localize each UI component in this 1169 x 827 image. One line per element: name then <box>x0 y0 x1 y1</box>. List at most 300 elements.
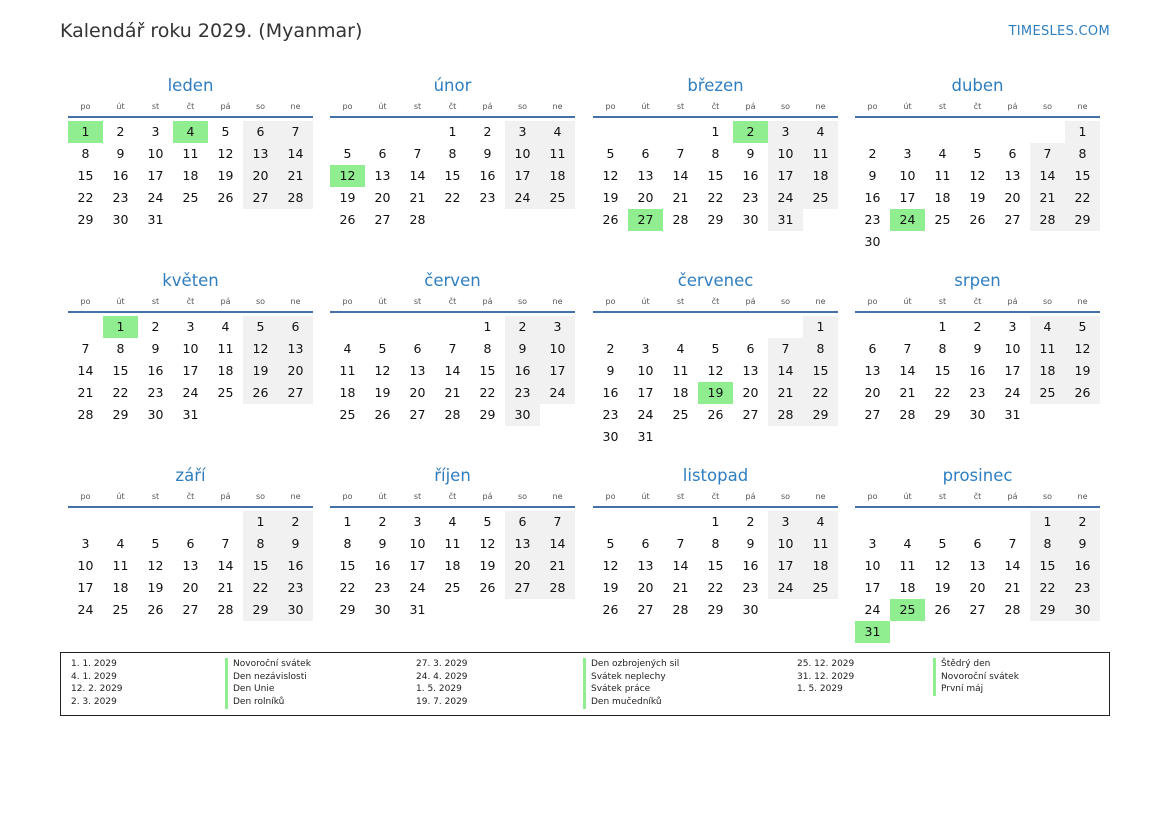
day-cell: 29 <box>707 602 724 617</box>
day-cell: 8 <box>116 341 125 356</box>
day-cell: 7 <box>1030 143 1065 165</box>
empty-cell <box>173 511 208 533</box>
day-cell: 15 <box>479 363 496 378</box>
day-cell: 18 <box>672 385 689 400</box>
weekday-label: čt <box>711 102 720 111</box>
day-cell: 16 <box>505 360 540 382</box>
month-name: květen <box>162 271 219 290</box>
day-cell: 18 <box>803 555 838 577</box>
holiday-day-cell: 25 <box>890 599 925 621</box>
day-cell: 13 <box>409 363 426 378</box>
holiday-day-cell: 4 <box>173 121 208 143</box>
day-cell: 11 <box>217 341 234 356</box>
day-cell: 24 <box>768 187 803 209</box>
empty-cell <box>855 316 890 338</box>
day-cell: 3 <box>505 121 540 143</box>
weekday-label: út <box>116 297 125 306</box>
day-cell: 4 <box>343 341 352 356</box>
day-cell: 14 <box>672 558 689 573</box>
day-cell: 8 <box>483 341 492 356</box>
day-cell: 4 <box>221 319 230 334</box>
day-cell: 22 <box>77 190 94 205</box>
weekday-label: čt <box>973 297 982 306</box>
day-cell: 19 <box>969 190 986 205</box>
holiday-day-cell: 1 <box>68 121 103 143</box>
day-cell: 27 <box>1004 212 1021 227</box>
month-10 <box>330 465 575 621</box>
weekday-label: st <box>676 102 685 111</box>
day-cell: 2 <box>1065 511 1100 533</box>
day-cell: 6 <box>641 146 650 161</box>
day-cell: 9 <box>1065 533 1100 555</box>
day-cell: 5 <box>938 536 947 551</box>
weekday-label: st <box>413 297 422 306</box>
weekday-header <box>68 100 313 118</box>
day-cell: 7 <box>540 511 575 533</box>
day-cell: 14 <box>672 168 689 183</box>
day-cell: 30 <box>864 234 881 249</box>
weekday-label: pá <box>220 492 231 501</box>
day-cell: 19 <box>479 558 496 573</box>
day-cell: 5 <box>711 341 720 356</box>
day-cell: 31 <box>182 407 199 422</box>
day-cell: 9 <box>505 338 540 360</box>
empty-cell <box>995 121 1030 143</box>
day-cell: 16 <box>112 168 129 183</box>
day-cell: 26 <box>1065 382 1100 404</box>
day-cell: 18 <box>1030 360 1065 382</box>
day-cell: 2 <box>151 319 160 334</box>
day-cell: 27 <box>505 577 540 599</box>
day-cell: 6 <box>1008 146 1017 161</box>
day-cell: 20 <box>409 385 426 400</box>
month-name: listopad <box>682 466 749 485</box>
day-cell: 28 <box>1030 209 1065 231</box>
day-cell: 28 <box>899 407 916 422</box>
legend-holiday-name: Svátek práce <box>583 683 679 696</box>
day-grid <box>330 511 575 621</box>
weekday-label: pá <box>745 492 756 501</box>
legend-holiday-name: Novoroční svátek <box>933 671 1019 684</box>
day-cell: 10 <box>768 143 803 165</box>
day-cell: 9 <box>378 536 387 551</box>
weekday-label: út <box>641 102 650 111</box>
day-cell: 6 <box>243 121 278 143</box>
day-grid <box>330 316 575 426</box>
day-cell: 11 <box>182 146 199 161</box>
weekday-label: po <box>342 297 353 306</box>
day-cell: 11 <box>803 143 838 165</box>
empty-cell <box>925 121 960 143</box>
day-cell: 6 <box>505 511 540 533</box>
day-cell: 12 <box>479 536 496 551</box>
weekday-label: ne <box>290 492 301 501</box>
day-cell: 20 <box>505 555 540 577</box>
day-cell: 26 <box>707 407 724 422</box>
day-cell: 5 <box>483 514 492 529</box>
day-cell: 17 <box>768 555 803 577</box>
day-cell: 6 <box>186 536 195 551</box>
day-cell: 19 <box>217 168 234 183</box>
day-cell: 13 <box>637 558 654 573</box>
day-cell: 30 <box>1065 599 1100 621</box>
day-cell: 18 <box>444 558 461 573</box>
day-cell: 13 <box>864 363 881 378</box>
empty-cell <box>365 316 400 338</box>
day-cell: 25 <box>444 580 461 595</box>
weekday-label: po <box>867 492 878 501</box>
day-cell: 6 <box>868 341 877 356</box>
day-cell: 8 <box>343 536 352 551</box>
day-cell: 25 <box>1030 382 1065 404</box>
weekday-label: so <box>780 102 791 111</box>
day-cell: 4 <box>938 146 947 161</box>
day-cell: 21 <box>278 165 313 187</box>
day-cell: 27 <box>864 407 881 422</box>
weekday-label: ne <box>290 102 301 111</box>
day-cell: 24 <box>77 602 94 617</box>
day-cell: 16 <box>969 363 986 378</box>
day-cell: 10 <box>864 558 881 573</box>
day-cell: 22 <box>1065 187 1100 209</box>
month-name: září <box>175 466 206 485</box>
day-cell: 13 <box>969 558 986 573</box>
day-cell: 30 <box>505 404 540 426</box>
empty-cell <box>890 316 925 338</box>
weekday-label: čt <box>711 297 720 306</box>
day-cell: 6 <box>413 341 422 356</box>
day-cell: 27 <box>182 602 199 617</box>
day-cell: 7 <box>81 341 90 356</box>
day-cell: 2 <box>278 511 313 533</box>
day-cell: 13 <box>505 533 540 555</box>
day-cell: 10 <box>637 363 654 378</box>
day-cell: 25 <box>803 187 838 209</box>
day-cell: 14 <box>768 360 803 382</box>
day-cell: 25 <box>540 187 575 209</box>
weekday-label: st <box>151 297 160 306</box>
holiday-legend <box>60 652 1110 716</box>
day-cell: 26 <box>479 580 496 595</box>
day-cell: 3 <box>540 316 575 338</box>
day-cell: 17 <box>540 360 575 382</box>
day-cell: 6 <box>641 536 650 551</box>
day-cell: 29 <box>479 407 496 422</box>
day-cell: 23 <box>742 190 759 205</box>
day-cell: 15 <box>1065 165 1100 187</box>
day-cell: 24 <box>768 577 803 599</box>
day-cell: 8 <box>803 338 838 360</box>
day-cell: 16 <box>742 558 759 573</box>
month-4 <box>855 75 1100 253</box>
month-7 <box>593 270 838 448</box>
legend-col-1-dates <box>71 658 123 709</box>
day-cell: 1 <box>711 124 720 139</box>
day-cell: 25 <box>339 407 356 422</box>
month-1 <box>68 75 313 231</box>
day-cell: 8 <box>448 146 457 161</box>
weekday-label: čt <box>186 102 195 111</box>
weekday-label: ne <box>815 102 826 111</box>
weekday-header <box>68 490 313 508</box>
day-cell: 27 <box>243 187 278 209</box>
day-cell: 14 <box>540 533 575 555</box>
day-cell: 26 <box>602 212 619 227</box>
month-name: leden <box>167 76 214 95</box>
day-cell: 3 <box>186 319 195 334</box>
weekday-label: so <box>517 102 528 111</box>
day-cell: 9 <box>746 536 755 551</box>
day-cell: 31 <box>1004 407 1021 422</box>
day-cell: 1 <box>1065 121 1100 143</box>
legend-holiday-name: Den mučedníků <box>583 696 679 709</box>
day-grid <box>593 316 838 448</box>
day-cell: 23 <box>278 577 313 599</box>
weekday-label: so <box>255 102 266 111</box>
weekday-label: pá <box>745 102 756 111</box>
day-cell: 13 <box>182 558 199 573</box>
empty-cell <box>103 511 138 533</box>
day-cell: 12 <box>374 363 391 378</box>
day-cell: 2 <box>483 124 492 139</box>
weekday-label: čt <box>448 492 457 501</box>
day-cell: 19 <box>243 360 278 382</box>
day-cell: 11 <box>899 558 916 573</box>
weekday-label: pá <box>1007 102 1018 111</box>
day-cell: 21 <box>768 382 803 404</box>
weekday-label: po <box>80 102 91 111</box>
empty-cell <box>663 316 698 338</box>
day-cell: 9 <box>868 168 877 183</box>
day-cell: 26 <box>602 602 619 617</box>
empty-cell <box>733 316 768 338</box>
month-name: duben <box>951 76 1004 95</box>
day-cell: 22 <box>479 385 496 400</box>
weekday-label: ne <box>552 102 563 111</box>
day-cell: 22 <box>444 190 461 205</box>
weekday-label: pá <box>482 102 493 111</box>
day-cell: 16 <box>278 555 313 577</box>
day-cell: 2 <box>606 341 615 356</box>
weekday-label: pá <box>745 297 756 306</box>
day-cell: 12 <box>147 558 164 573</box>
empty-cell <box>768 316 803 338</box>
day-cell: 14 <box>217 558 234 573</box>
legend-holiday-name: Svátek neplechy <box>583 671 679 684</box>
day-cell: 21 <box>672 190 689 205</box>
weekday-label: pá <box>220 102 231 111</box>
day-cell: 1 <box>711 514 720 529</box>
empty-cell <box>960 511 995 533</box>
day-cell: 30 <box>278 599 313 621</box>
legend-col-1-names <box>233 658 311 709</box>
day-cell: 7 <box>1008 536 1017 551</box>
day-cell: 25 <box>803 577 838 599</box>
day-cell: 3 <box>768 511 803 533</box>
legend-date: 2. 3. 2029 <box>71 697 117 708</box>
day-cell: 14 <box>278 143 313 165</box>
day-cell: 5 <box>606 536 615 551</box>
weekday-label: po <box>867 297 878 306</box>
weekday-label: čt <box>711 492 720 501</box>
weekday-header <box>855 295 1100 313</box>
day-cell: 28 <box>77 407 94 422</box>
day-cell: 16 <box>374 558 391 573</box>
day-cell: 28 <box>768 404 803 426</box>
day-cell: 21 <box>77 385 94 400</box>
day-cell: 7 <box>221 536 230 551</box>
holiday-day-cell: 12 <box>330 165 365 187</box>
day-cell: 9 <box>973 341 982 356</box>
weekday-label: ne <box>815 297 826 306</box>
weekday-label: pá <box>1007 492 1018 501</box>
legend-holiday-name: Den rolníků <box>225 696 311 709</box>
day-cell: 22 <box>803 382 838 404</box>
weekday-label: po <box>605 297 616 306</box>
weekday-label: po <box>867 102 878 111</box>
day-cell: 15 <box>803 360 838 382</box>
empty-cell <box>1030 121 1065 143</box>
day-cell: 8 <box>711 536 720 551</box>
weekday-label: pá <box>220 297 231 306</box>
day-cell: 18 <box>112 580 129 595</box>
day-cell: 10 <box>899 168 916 183</box>
holiday-day-cell: 24 <box>890 209 925 231</box>
weekday-label: čt <box>973 102 982 111</box>
weekday-label: po <box>342 102 353 111</box>
legend-date: 1. 5. 2029 <box>416 684 462 695</box>
day-cell: 12 <box>969 168 986 183</box>
empty-cell <box>208 511 243 533</box>
empty-cell <box>400 316 435 338</box>
day-cell: 8 <box>81 146 90 161</box>
day-cell: 11 <box>444 536 461 551</box>
day-cell: 11 <box>934 168 951 183</box>
day-cell: 3 <box>768 121 803 143</box>
day-cell: 3 <box>903 146 912 161</box>
day-cell: 2 <box>378 514 387 529</box>
day-cell: 14 <box>899 363 916 378</box>
empty-cell <box>435 316 470 338</box>
day-cell: 26 <box>969 212 986 227</box>
day-cell: 9 <box>483 146 492 161</box>
day-cell: 1 <box>448 124 457 139</box>
weekday-label: so <box>1042 102 1053 111</box>
day-cell: 11 <box>540 143 575 165</box>
day-cell: 16 <box>864 190 881 205</box>
day-cell: 21 <box>540 555 575 577</box>
weekday-header <box>855 490 1100 508</box>
day-cell: 4 <box>903 536 912 551</box>
weekday-label: út <box>116 102 125 111</box>
day-cell: 18 <box>899 580 916 595</box>
legend-date: 19. 7. 2029 <box>416 697 468 708</box>
day-cell: 16 <box>147 363 164 378</box>
day-cell: 21 <box>1004 580 1021 595</box>
legend-holiday-name: Den Unie <box>225 683 311 696</box>
weekday-label: pá <box>482 492 493 501</box>
legend-date: 4. 1. 2029 <box>71 671 117 682</box>
day-cell: 20 <box>374 190 391 205</box>
day-cell: 26 <box>243 382 278 404</box>
day-cell: 8 <box>711 146 720 161</box>
day-cell: 5 <box>1065 316 1100 338</box>
day-cell: 21 <box>899 385 916 400</box>
empty-cell <box>330 121 365 143</box>
day-cell: 7 <box>676 146 685 161</box>
day-cell: 12 <box>217 146 234 161</box>
weekday-label: st <box>938 297 947 306</box>
legend-holiday-name: Novoroční svátek <box>225 658 311 671</box>
day-cell: 14 <box>1030 165 1065 187</box>
weekday-label: so <box>780 297 791 306</box>
day-cell: 14 <box>444 363 461 378</box>
empty-cell <box>995 511 1030 533</box>
day-cell: 2 <box>505 316 540 338</box>
day-cell: 3 <box>868 536 877 551</box>
month-12 <box>855 465 1100 643</box>
weekday-label: st <box>938 492 947 501</box>
day-cell: 5 <box>151 536 160 551</box>
day-cell: 29 <box>112 407 129 422</box>
day-cell: 30 <box>147 407 164 422</box>
empty-cell <box>593 316 628 338</box>
day-cell: 10 <box>77 558 94 573</box>
weekday-header <box>593 490 838 508</box>
day-cell: 22 <box>707 580 724 595</box>
legend-col-2-names <box>591 658 679 709</box>
day-cell: 13 <box>742 363 759 378</box>
weekday-label: so <box>1042 492 1053 501</box>
day-cell: 27 <box>278 382 313 404</box>
day-cell: 20 <box>864 385 881 400</box>
day-cell: 28 <box>540 577 575 599</box>
day-cell: 24 <box>409 580 426 595</box>
day-cell: 25 <box>217 385 234 400</box>
day-cell: 9 <box>151 341 160 356</box>
day-cell: 30 <box>112 212 129 227</box>
day-cell: 20 <box>1004 190 1021 205</box>
day-cell: 18 <box>934 190 951 205</box>
day-cell: 22 <box>934 385 951 400</box>
day-cell: 15 <box>444 168 461 183</box>
day-cell: 23 <box>602 407 619 422</box>
day-cell: 22 <box>112 385 129 400</box>
empty-cell <box>365 121 400 143</box>
month-8 <box>855 270 1100 426</box>
day-cell: 30 <box>374 602 391 617</box>
day-cell: 24 <box>505 187 540 209</box>
day-cell: 17 <box>147 168 164 183</box>
weekday-label: čt <box>973 492 982 501</box>
day-cell: 10 <box>768 533 803 555</box>
empty-cell <box>330 316 365 338</box>
day-cell: 25 <box>112 602 129 617</box>
weekday-label: čt <box>186 492 195 501</box>
day-cell: 5 <box>973 146 982 161</box>
empty-cell <box>628 511 663 533</box>
month-name: únor <box>433 76 472 95</box>
empty-cell <box>960 121 995 143</box>
day-cell: 15 <box>112 363 129 378</box>
day-cell: 1 <box>938 319 947 334</box>
legend-col-3-names <box>941 658 1019 696</box>
weekday-label: ne <box>552 297 563 306</box>
brand-link[interactable]: TIMESLES.COM <box>1008 24 1110 39</box>
day-cell: 2 <box>973 319 982 334</box>
empty-cell <box>68 511 103 533</box>
day-cell: 28 <box>672 212 689 227</box>
